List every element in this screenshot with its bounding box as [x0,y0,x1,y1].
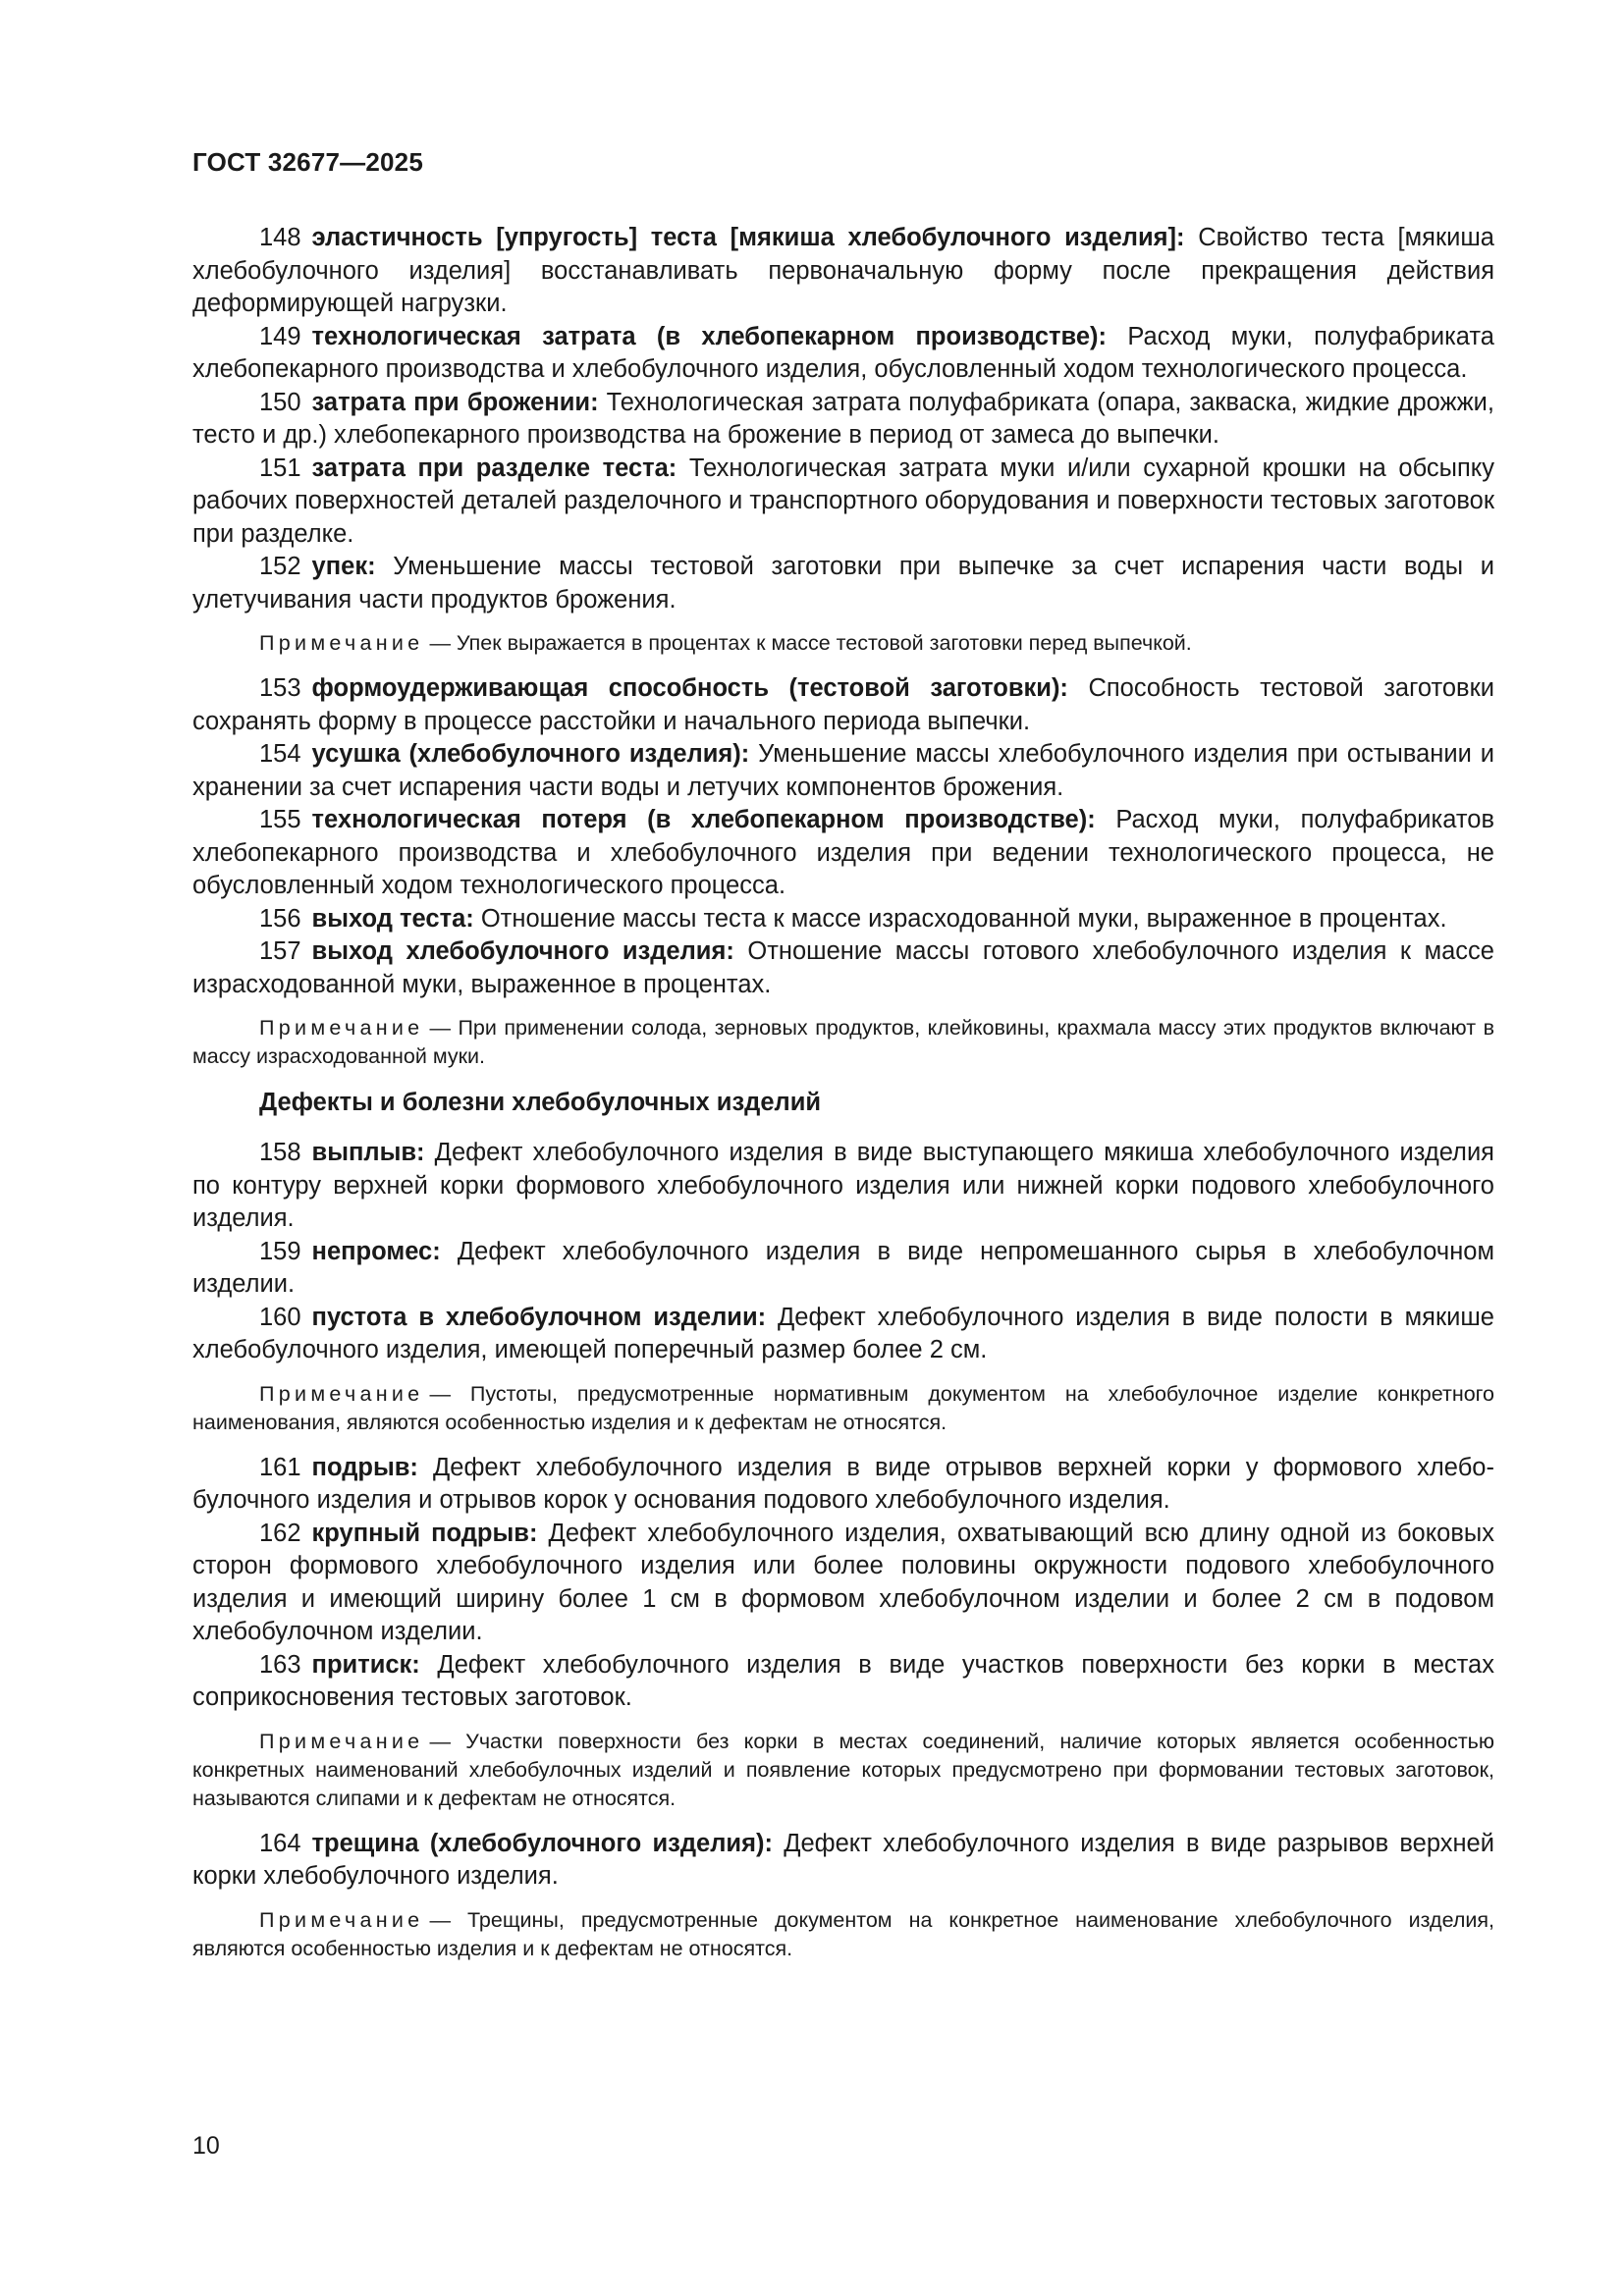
term-definition: Расход муки, полуфабриката хлебопекарного производства и хлебобулочного изделия, обусловленный ходом технологического процесса. [192,322,1494,383]
term-number: 163 [259,1650,301,1679]
term-definition: Уменьшение массы хлебобулочного изделия при остывании и хранении за счет испарения части воды и летучих компонентов брожения. [192,740,1494,801]
term-entry-156 [192,903,1494,936]
note-text: — Участки поверхности без корки в местах соединений, наличие которых является особенностью конкретных наименований хлебобулочных изделий и появление которых предусмотрено при формовании тестовых заготовок, называются слипами и к дефектам не относятся. [192,1729,1494,1810]
term-entry-150 [192,387,1494,453]
term-definition: Технологическая затрата муки и/или сухарной крошки на обсыпку рабочих поверхностей деталей разделочного и транспортного оборудования и поверхности тестовых заготовок при разделке. [192,454,1494,548]
term-entry-163 [192,1649,1494,1715]
section-title: Дефекты и болезни хлебобулочных изделий [259,1089,822,1116]
term-name: усушка (хлебобулочного изделия): [311,740,750,768]
term-entry-160 [192,1302,1494,1367]
term-entry-154 [192,738,1494,804]
document-header: ГОСТ 32677—2025 [192,147,423,177]
term-definition: Способность тестовой заготовки сохранять форму в процессе расстойки и начального периода выпечки. [192,674,1494,735]
term-definition: Дефект хлебобулочного изделия в виде непромешанного сырья в хлебобулочном изделии. [192,1237,1495,1298]
note-label: Примечание [259,1381,424,1406]
term-number: 158 [259,1139,301,1166]
term-name: крупный подрыв: [311,1519,538,1547]
term-definition: Технологическая затрата полуфабриката (опара, закваска, жидкие дрожжи, тесто и др.) хлебопекарного производства на брожение в период от замеса до выпечки. [192,388,1494,449]
note-160 [192,1380,1494,1437]
term-entry-153 [192,672,1494,738]
term-definition: Дефект хлебобулочного изделия в виде выступающего мякиша хлебобулочного изделия по контуру верхней корки формового хлебобулочного изделия или нижней корки подового хлебобулочного изделия. [192,1139,1494,1232]
term-name: формоудерживающая способность (тестовой заготовки): [311,674,1068,702]
term-number: 162 [259,1519,301,1547]
term-number: 157 [259,937,301,965]
term-number: 150 [259,388,301,416]
term-name: непромес: [311,1237,441,1265]
term-name: технологическая потеря (в хлебопекарном производстве): [311,806,1096,833]
term-number: 156 [259,904,301,933]
note-text: — При применении солода, зерновых продуктов, клейковины, крахмала массу этих продуктов включают в массу израсходованной муки. [192,1016,1494,1068]
term-entry-148 [192,222,1494,321]
term-name: выход теста: [311,904,474,933]
page-number: 10 [192,2132,220,2160]
note-164 [192,1906,1494,1963]
document-body [192,222,1494,1978]
term-number: 152 [259,553,301,580]
term-definition: Свойство теста [мякиша хлебобулочного изделия] восстанавливать первоначальную форму после прекращения действия деформирующей нагрузки. [192,224,1494,317]
term-number: 164 [259,1829,301,1857]
term-definition: Дефект хлебобулочного изделия в виде полости в мякише хлебобулочного изделия, имеющей поперечный размер более 2 см. [192,1303,1494,1363]
term-number: 149 [259,322,301,350]
term-definition: Дефект хлебобулочного изделия в виде разрывов верхней корки хлебобулочного изделия. [192,1829,1494,1890]
term-name: выход хлебобулочного изделия: [311,937,734,965]
note-163 [192,1728,1494,1813]
term-name: затрата при разделке теста: [311,454,677,482]
note-label: Примечание [259,1907,424,1932]
term-entry-158 [192,1137,1494,1236]
note-text: — Трещины, предусмотренные документом на конкретное наименование хлебобулочного изделия, являются особенностью изделия и к дефектам не относятся. [192,1907,1494,1960]
term-number: 159 [259,1237,301,1265]
term-definition: Отношение массы готового хлебобулочного изделия к массе израсходованной муки, выраженное в процентах. [192,937,1494,998]
note-text: — Пустоты, предусмотренные нормативным документом на хлебобулочное изделие конкретного наименования, являются особенностью изделия и к дефектам не относятся. [192,1381,1494,1434]
term-number: 161 [259,1453,301,1481]
term-definition: Расход муки, полуфабрикатов хлебопекарного производства и хлебобулочного изделия при ведении технологического процесса, не обусловленный ходом технологического процесса. [192,806,1494,899]
note-label: Примечание [259,631,424,655]
term-entry-159 [192,1236,1494,1302]
term-entry-152 [192,551,1494,616]
term-number: 155 [259,806,301,833]
term-entry-161 [192,1452,1494,1518]
term-name: выплыв: [311,1139,425,1166]
term-definition: Дефект хлебобулочного изделия, охватывающий всю длину одной из боковых сторон формового хлебобулочного изделия или более половины окружности подового хлебобулочного изделия и имеющий ширину более 1 см в формовом хлебобулочном изделии и более 2 см в подовом хлебобулочном изделии. [192,1519,1494,1645]
note-label: Примечание [259,1729,424,1753]
term-definition: Отношение массы теста к массе израсходованной муки, выраженное в процентах. [480,904,1447,933]
term-number: 160 [259,1303,301,1331]
term-number: 153 [259,674,301,702]
term-name: подрыв: [311,1453,418,1481]
term-definition: Дефект хлебобулочного изделия в виде отрывов верхней корки у формового хлебобулочного изделия и отрывов корок у основания подового хлебобулочного изделия. [192,1453,1494,1514]
term-definition: Дефект хлебобулочного изделия в виде участков поверхности без корки в местах соприкосновения тестовых заготовок. [192,1650,1494,1711]
term-name: пустота в хлебобулочном изделии: [311,1303,767,1331]
term-entry-151 [192,453,1494,552]
term-name: притиск: [311,1650,420,1679]
note-text: — Упек выражается в процентах к массе тестовой заготовки перед выпечкой. [429,631,1192,655]
term-name: затрата при брожении: [311,388,599,416]
term-entry-162 [192,1518,1494,1649]
term-entry-149 [192,321,1494,387]
term-name: технологическая затрата (в хлебопекарном производстве): [311,322,1108,350]
term-name: упек: [311,553,376,580]
note-label: Примечание [259,1016,424,1040]
term-name: трещина (хлебобулочного изделия): [311,1829,773,1857]
term-definition: Уменьшение массы тестовой заготовки при выпечке за счет испарения части воды и улетучивания части продуктов брожения. [192,553,1494,614]
term-entry-157 [192,935,1494,1001]
term-entry-155 [192,804,1494,903]
note-157 [192,1014,1494,1071]
term-name: эластичность [упругость] теста [мякиша хлебобулочного изделия]: [311,224,1185,251]
term-entry-164 [192,1828,1494,1894]
term-number: 151 [259,454,301,482]
note-152 [192,629,1494,658]
term-number: 154 [259,740,301,768]
term-number: 148 [259,224,301,251]
